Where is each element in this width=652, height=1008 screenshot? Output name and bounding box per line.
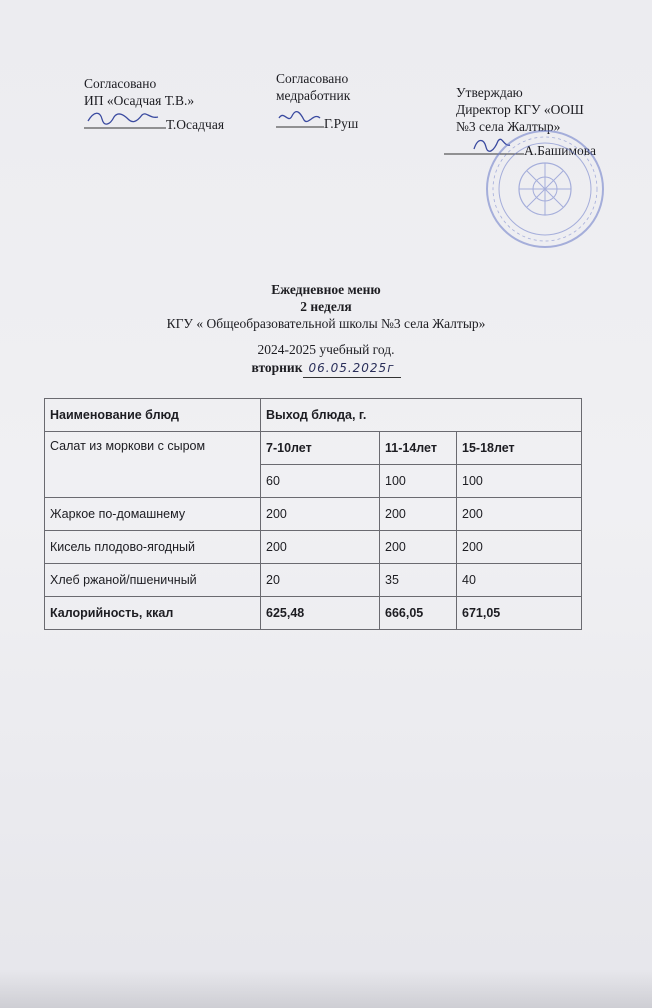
- table-cell: 35: [380, 564, 457, 597]
- table-row: [45, 432, 582, 465]
- table-row: [45, 498, 582, 531]
- handwritten-date: 06.05.2025г: [303, 360, 401, 378]
- approval-heading: Согласовано: [276, 71, 349, 86]
- approval-block-supplier: [84, 75, 224, 133]
- dish-name: Жаркое по-домашнему: [45, 498, 261, 531]
- signature-image: [276, 108, 324, 132]
- day-line: [0, 359, 652, 378]
- total-cell: 625,48: [261, 597, 380, 630]
- signature-image: [84, 109, 166, 133]
- school-name: КГУ « Общеобразовательной школы №3 села Жалтыр»: [166, 316, 486, 331]
- approval-role: медработник: [276, 88, 351, 103]
- signature-line: [276, 108, 358, 132]
- age-group-header: 15-18лет: [457, 432, 582, 465]
- total-cell: 666,05: [380, 597, 457, 630]
- week-label: 2 неделя: [300, 299, 352, 314]
- total-label: Калорийность, ккал: [45, 597, 261, 630]
- dish-name: Кисель плодово-ягодный: [45, 531, 261, 564]
- table-cell: 100: [457, 465, 582, 498]
- table-row: [45, 564, 582, 597]
- table-cell: 40: [457, 564, 582, 597]
- page-shadow: [0, 970, 652, 1008]
- school-year: 2024-2025 учебный год.: [257, 342, 395, 357]
- table-cell: 200: [261, 531, 380, 564]
- dish-name: Салат из моркови с сыром: [45, 432, 261, 498]
- signatory-name: А.Башимова: [524, 143, 596, 158]
- approval-block-medic: [276, 70, 358, 132]
- dish-name: Хлеб ржаной/пшеничный: [45, 564, 261, 597]
- approval-heading: Согласовано: [84, 76, 157, 91]
- approval-role: Директор КГУ «ООШ: [456, 102, 584, 117]
- day-label: вторник: [251, 360, 303, 375]
- menu-table: [44, 398, 582, 630]
- column-header-output: Выход блюда, г.: [261, 399, 582, 432]
- table-cell: 200: [457, 498, 582, 531]
- column-header-dish: Наименование блюд: [45, 399, 261, 432]
- total-cell: 671,05: [457, 597, 582, 630]
- age-group-header: 11-14лет: [380, 432, 457, 465]
- age-group-header: 7-10лет: [261, 432, 380, 465]
- signatory-name: Т.Осадчая: [166, 117, 225, 132]
- table-row: [45, 531, 582, 564]
- approval-org: №3 села Жалтыр»: [456, 119, 561, 134]
- document-title: Ежедневное меню: [271, 282, 381, 297]
- table-cell: 200: [261, 498, 380, 531]
- table-header-row: [45, 399, 582, 432]
- table-cell: 20: [261, 564, 380, 597]
- table-cell: 60: [261, 465, 380, 498]
- table-total-row: [45, 597, 582, 630]
- signatory-name: Г.Руш: [324, 116, 359, 131]
- signature-line: [84, 109, 224, 133]
- table-cell: 100: [380, 465, 457, 498]
- approval-heading: Утверждаю: [456, 85, 523, 100]
- table-cell: 200: [457, 531, 582, 564]
- table-cell: 200: [380, 531, 457, 564]
- table-cell: 200: [380, 498, 457, 531]
- approval-org: ИП «Осадчая Т.В.»: [84, 93, 195, 108]
- official-stamp-icon: [484, 128, 606, 250]
